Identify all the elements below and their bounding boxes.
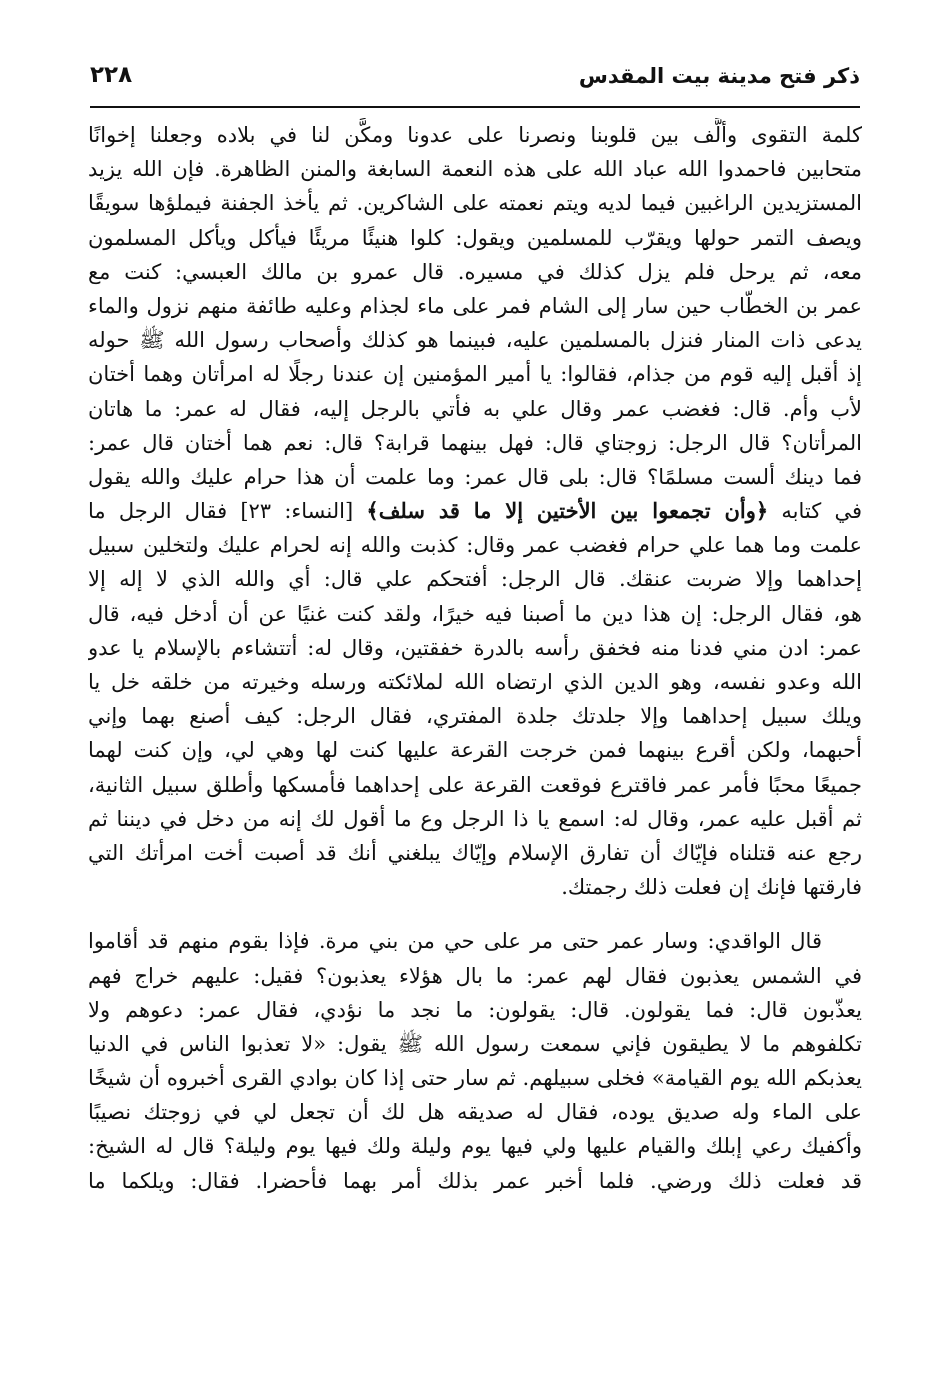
text-line: على الماء وله صديق يوده، فقال له صديقه هل لك أن تجعل لي في زوجتك نصيبًا <box>88 1100 862 1125</box>
text-line: المستزيدين الراغبين فيما لديه ويتم نعمته على الشاكرين. ثم يأخذ الجفنة فيملؤها سويقًا <box>88 191 862 216</box>
text-line: المرأتان؟ قال الرجل: زوجتاي قال: فهل بينهما قرابة؟ قال: نعم هما أختان قال عمر: <box>88 430 862 455</box>
text-line: قال الواقدي: وسار عمر حتى مر على حي من بني مرة. فإذا بقوم منهم قد أقاموا <box>88 929 822 954</box>
text-line: رجع عنه قتلناه فإيّاك أن تفارق الإسلام وإيّاك يبلغني أنك قد أصبت أخت امرأتك التي <box>88 840 862 865</box>
text-line: كلمة التقوى وألَّف بين قلوبنا ونصرنا على عدونا ومكَّن لنا في بلاده وجعلنا إخوانًا <box>88 123 862 147</box>
text-line: ويصف التمر حولها ويقرّب للمسلمين ويقول: كلوا هنيئًا مريئًا فيأكل ويأكل المسلمون <box>88 225 862 250</box>
verse-line-after: [النساء: ٢٣] فقال الرجل ما <box>88 499 367 524</box>
verse-line <box>88 494 862 528</box>
text-line: فارقتها فإنك إن فعلت ذلك رجمتك. <box>561 875 862 900</box>
text-line: يعذبكم الله يوم القيامة» فخلى سبيلهم. ثم سار حتى إذا كان بوادي القرى أخبروه أن شيخًا <box>88 1066 862 1091</box>
text-line: علمت وما هما علي حرام فغضب عمر وقال: كذبت والله إنه لحرام عليك ولتخلين سبيل <box>88 533 862 558</box>
text-line: يدعى ذات المنار فنزل بالمسلمين عليه، فبينما هو كذلك وأصحاب رسول الله ﷺ حوله <box>88 328 862 353</box>
text-line: أحبهما، ولكن أقرع بينهما فمن خرجت القرعة عليها كنت لها وهي لي، وإن كنت لهما <box>88 738 862 763</box>
quran-verse: ﴿وأن تجمعوا بين الأختين إلا ما قد سلف﴾ <box>366 498 769 524</box>
page-header <box>90 62 860 102</box>
header-divider <box>90 106 860 108</box>
verse-line-before: في كتابه <box>768 499 862 524</box>
text-line: معه، ثم يرحل فلم يزل كذلك في مسيره. قال عمرو بن مالك العبسي: كنت مع <box>88 259 862 284</box>
running-title: ذكر فتح مدينة بيت المقدس <box>578 64 860 88</box>
text-line: قد فعلت ذلك ورضي. فلما أخبر عمر بذلك أمر بهما فأحضرا. فقال: ويلكما ما <box>88 1168 862 1193</box>
text-line: يعذّبون قال: فما يقولون. قال: يقولون: ما نجد ما نؤدي، فقال عمر: دعوهم ولا <box>88 997 862 1022</box>
text-line: هو، فقال الرجل: إن هذا دين ما أصبنا فيه خيرًا، ولقد كنت غنيًا عن أن أدخل فيه، قال <box>88 601 862 626</box>
text-line: ويلك سبيل إحداهما وإلا جلدتك جلدة المفتري، فقال الرجل: كيف أصنع بهما وإني <box>88 704 862 729</box>
text-line: إذ أقبل إليه قوم من جذام، فقالوا: يا أمير المؤمنين إن عندنا رجلًا له امرأتان وهما أختان <box>88 362 862 387</box>
text-line: لأب وأم. قال: فغضب عمر وقال علي به فأتي بالرجل إليه، فقال له عمر: ما هاتان <box>88 396 862 421</box>
text-line: فما دينك ألست مسلمًا؟ قال: بلى قال عمر: وما علمت أن هذا حرام عليك والله يقول <box>88 464 862 489</box>
paragraph-gap <box>88 904 862 924</box>
text-line: جميعًا محبًا فأمر عمر فاقترع فوقعت القرعة على إحداهما فأمسكها وأطلق سبيل الثانية، <box>88 772 862 797</box>
body-text <box>88 118 862 1198</box>
text-line: وأكفيك رعي إبلك والقيام عليها ولي فيها يوم وليلة ولك فيها يوم وليلة؟ قال له الشيخ: <box>88 1134 862 1159</box>
text-line: عمر بن الخطّاب حين سار إلى الشام فمر على ماء لجذام وعليه طائفة منهم نزول والماء <box>88 293 862 318</box>
text-line: في الشمس يعذبون فقال لهم عمر: ما بال هؤلاء يعذبون؟ فقيل: عليهم خراج فهم <box>88 963 862 988</box>
text-line: متحابين فاحمدوا الله عباد الله على هذه النعمة السابغة والمنن الظاهرة. فإن الله يزيد <box>88 157 862 182</box>
text-line: ثم أقبل عليه عمر، وقال له: اسمع يا ذا الرجل وع ما أقول لك إنه من دخل في ديننا ثم <box>88 806 862 831</box>
text-line: إحداهما وإلا ضربت عنقك. قال الرجل: أفتحكم علي قال: أي والله الذي لا إله إلا <box>88 567 862 592</box>
text-line: تكلفوهم ما لا يطيقون فإني سمعت رسول الله ﷺ يقول: «لا تعذبوا الناس في الدنيا <box>88 1031 862 1056</box>
page-number: ٢٢٨ <box>90 62 133 88</box>
text-line: عمر: ادن مني فدنا منه فخفق رأسه بالدرة خفقتين، وقال له: أتتشاءم بالإسلام يا عدو <box>88 635 862 660</box>
text-line: الله وعدو نفسه، وهو الدين الذي ارتضاه الله لملائكته ورسله وخيرته من خلقه خل يا <box>88 670 862 694</box>
